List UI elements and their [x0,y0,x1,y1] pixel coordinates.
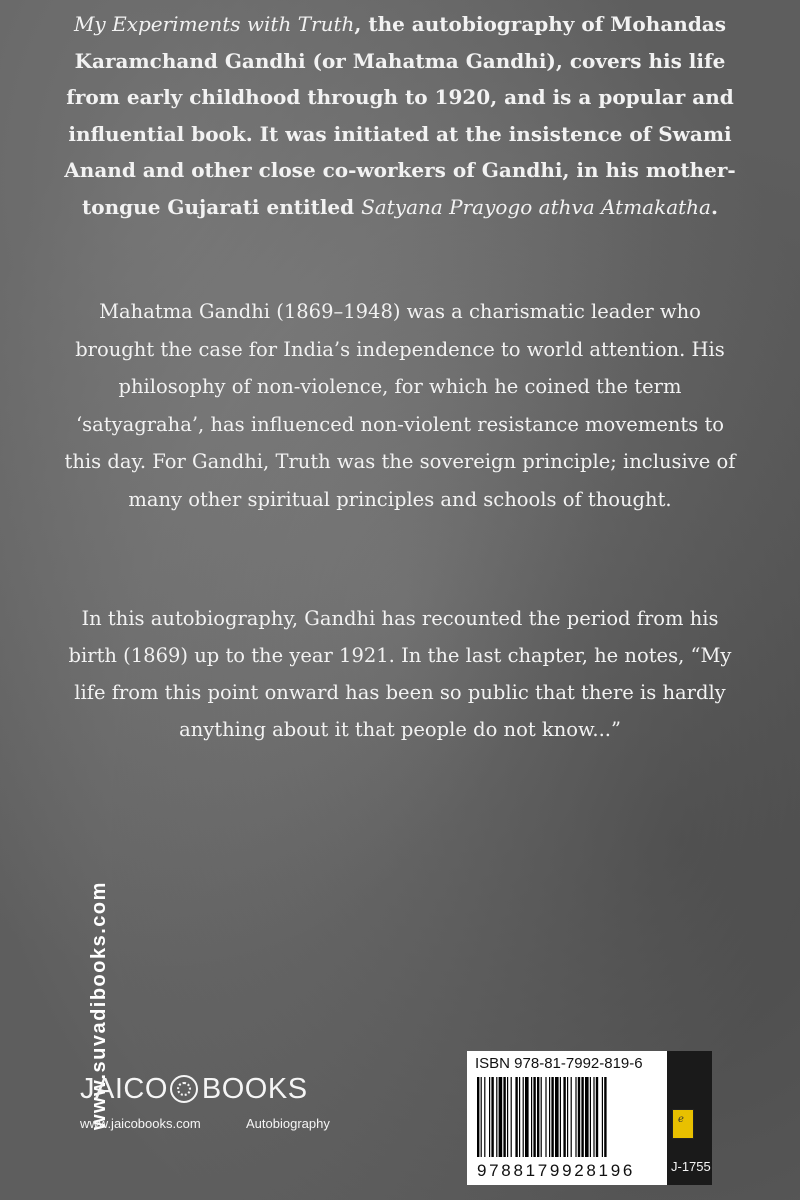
barcode-bar [578,1077,580,1157]
description-paragraph-3: In this autobiography, Gandhi has recounted the period from his birth (1869) up to the year 1921. In the last chapter, he notes, “My life from this point onward has been so public that there is hardly anything about it that people do not know...” [68,607,732,741]
barcode-bar [567,1077,568,1157]
barcode-bar [545,1077,546,1157]
ebook-available-icon [672,1109,694,1139]
barcode-bar [507,1077,508,1157]
barcode-bar [571,1077,572,1157]
description-paragraph-2: Mahatma Gandhi (1869–1948) was a charismatic leader who brought the case for India’s independence to world attention. His philosophy of non-violence, for which he coined the term ‘satyagraha’, has influenced non-violent resistance movements to this day. For Gandhi, Truth was the sovereign principle; inclusive of many other spiritual principles and schools of thought. [64,300,736,511]
barcode-bar [499,1077,503,1157]
barcode-bar [519,1077,520,1157]
barcode-bar [551,1077,553,1157]
barcode-bar [602,1077,603,1157]
barcode-bar [593,1077,594,1157]
description-paragraph-1 [60,6,740,225]
barcode-bar [525,1077,529,1157]
chakra-logo-icon [170,1075,198,1103]
barcode-bar [511,1077,512,1157]
book-title: My Experiments with Truth [73,12,355,36]
barcode-bar [523,1077,524,1157]
genre-label: Autobiography [246,1116,330,1131]
publisher-logo [80,1072,308,1106]
barcode-bar [537,1077,539,1157]
barcode-bar [563,1077,565,1157]
barcode-bar [491,1077,493,1157]
barcode-bar [503,1077,505,1157]
watermark-text: www.suvadibooks.com [88,881,110,1130]
isbn-box [467,1051,712,1185]
barcode-bar [515,1077,517,1157]
publisher-url: www.jaicobooks.com [80,1116,201,1131]
description-text-1: , the autobiography of Mohandas Karamchand Gandhi (or Mahatma Gandhi), covers his life from early childhood through to 1920, and is a popular and influential book. It was initiated at the insistence of Swami Anand and other close co-workers of Gandhi, in his mother-tongue Gujarati entitled [64,12,736,219]
barcode-bar [531,1077,532,1157]
barcode-bar [549,1077,550,1157]
barcode-bar [590,1077,591,1157]
barcode-bar [596,1077,598,1157]
barcode-bar [575,1077,576,1157]
barcode-bar [585,1077,589,1157]
barcode-bar [533,1077,535,1157]
barcode-bar [555,1077,559,1157]
barcode-number: 9788179928196 [477,1161,636,1180]
barcode-bar [541,1077,542,1157]
barcode-bar [481,1077,482,1157]
barcode [475,1077,667,1157]
barcode-bar [581,1077,583,1157]
barcode-bar [477,1077,479,1157]
publisher-block [80,1072,360,1142]
catalog-code: J-1755 [671,1159,711,1174]
publisher-name-right: BOOKS [201,1072,308,1105]
barcode-bar [560,1077,561,1157]
barcode-bar [489,1077,490,1157]
barcode-bar [484,1077,485,1157]
original-title: Satyana Prayogo athva Atmakatha [361,194,711,219]
barcode-bar [604,1077,606,1157]
publisher-name-left: JAICO [80,1072,168,1105]
isbn-label: ISBN 978-81-7992-819-6 [475,1055,643,1072]
description-end-1: . [710,194,718,219]
barcode-bar [496,1077,497,1157]
